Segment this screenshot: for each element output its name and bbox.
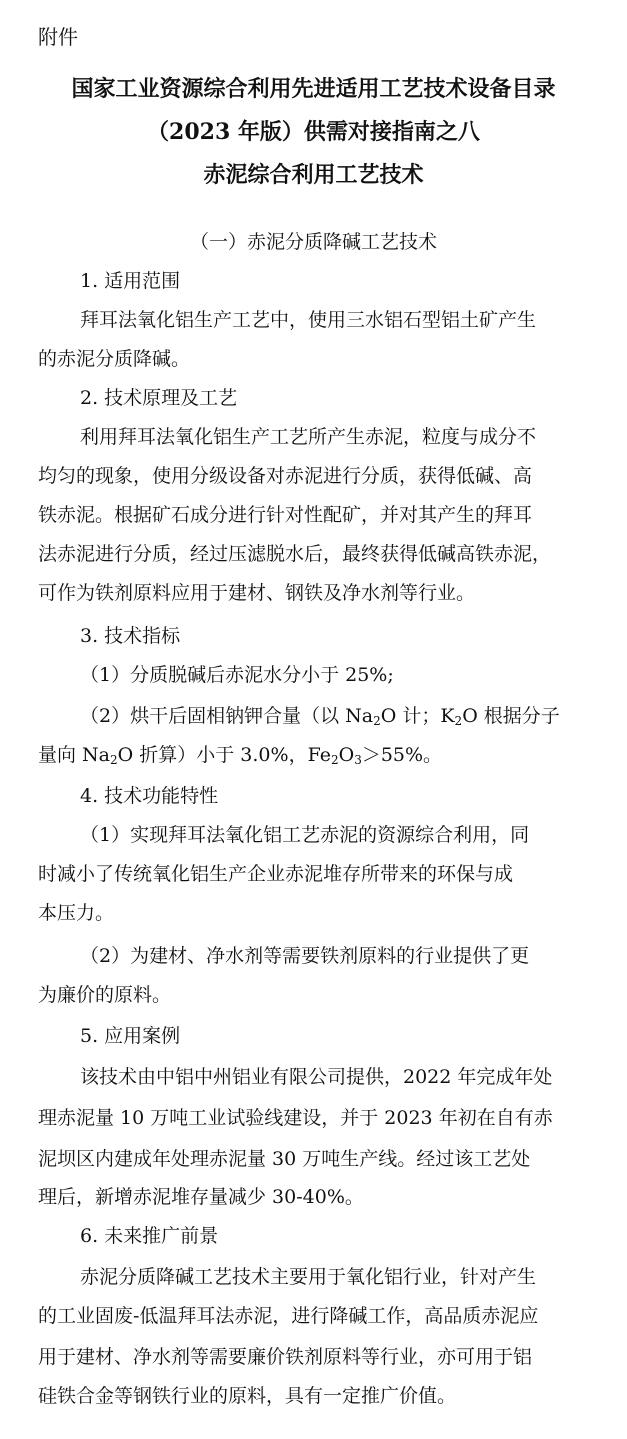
case-line-2: 理赤泥量 10 万吨工业试验线建设，并于 2023 年初在自有赤 [38,1107,553,1129]
prospect-line-1: 赤泥分质降碱工艺技术主要用于氧化铝行业，针对产生 [80,1266,537,1288]
heading-principle: 2. 技术原理及工艺 [80,387,238,409]
annex-label: 附件 [38,25,78,49]
main-title-line-1: 国家工业资源综合利用先进适用工艺技术设备目录 [71,76,556,102]
indicator-item-1: （1）分质脱碱后赤泥水分小于 25%; [80,664,394,686]
scope-line-2: 的赤泥分质降碱。 [38,348,191,370]
indicator-item-2-line-2: 量向 $Na_2O$ 折算）小于 3.0%，$Fe_2O_3>55\%$。 [38,744,443,767]
scope-line-1: 拜耳法氧化铝生产工艺中，使用三水铝石型铝土矿产生 [80,309,537,331]
heading-scope: 1. 适用范围 [80,270,181,292]
case-line-1: 该技术由中铝中州铝业有限公司提供，2022 年完成年处 [80,1066,553,1088]
case-line-3: 泥坝区内建成年处理赤泥量 30 万吨生产线。经过该工艺处 [38,1148,531,1170]
section-title: （一）赤泥分质降碱工艺技术 [189,231,437,253]
main-title-line-3: 赤泥综合利用工艺技术 [203,162,424,188]
prospect-line-4: 硅铁合金等钢铁行业的原料，具有一定推广价值。 [38,1385,457,1407]
feature-2-line-1: （2）为建材、净水剂等需要铁剂原料的行业提供了更 [80,945,530,967]
case-line-4: 理后，新增赤泥堆存量减少 30-40%。 [38,1186,364,1208]
feature-1-line-3: 本压力。 [38,902,115,924]
principle-line-2: 均匀的现象，使用分级设备对赤泥进行分质，获得低碱、高 [38,465,533,487]
heading-indicators: 3. 技术指标 [80,625,181,647]
prospect-line-3: 用于建材、净水剂等需要廉价铁剂原料等行业，亦可用于铝 [38,1346,533,1368]
principle-line-4: 法赤泥进行分质，经过压滤脱水后，最终获得低碱高铁赤泥， [38,543,552,565]
principle-line-1: 利用拜耳法氧化铝生产工艺所产生赤泥，粒度与成分不 [80,426,537,448]
feature-1-line-1: （1）实现拜耳法氧化铝工艺赤泥的资源综合利用，同 [80,824,530,846]
principle-line-5: 可作为铁剂原料应用于建材、钢铁及净水剂等行业。 [38,582,476,604]
heading-features: 4. 技术功能特性 [80,785,219,807]
main-title-line-2: （2023 年版）供需对接指南之八 [147,119,480,145]
feature-2-line-2: 为廉价的原料。 [38,984,172,1006]
prospect-line-2: 的工业固废-低温拜耳法赤泥，进行降碱工作，高品质赤泥应 [38,1305,539,1327]
indicator-item-2-line-1: （2）烘干后固相钠钾合量（以 $Na_2O$ 计；$K_2O$ 根据分子 [80,705,560,728]
feature-1-line-2: 时减小了传统氧化铝生产企业赤泥堆存所带来的环保与成 [38,863,514,885]
heading-cases: 5. 应用案例 [80,1025,181,1047]
heading-prospects: 6. 未来推广前景 [80,1225,219,1247]
principle-line-3: 铁赤泥。根据矿石成分进行针对性配矿，并对其产生的拜耳 [38,504,533,526]
